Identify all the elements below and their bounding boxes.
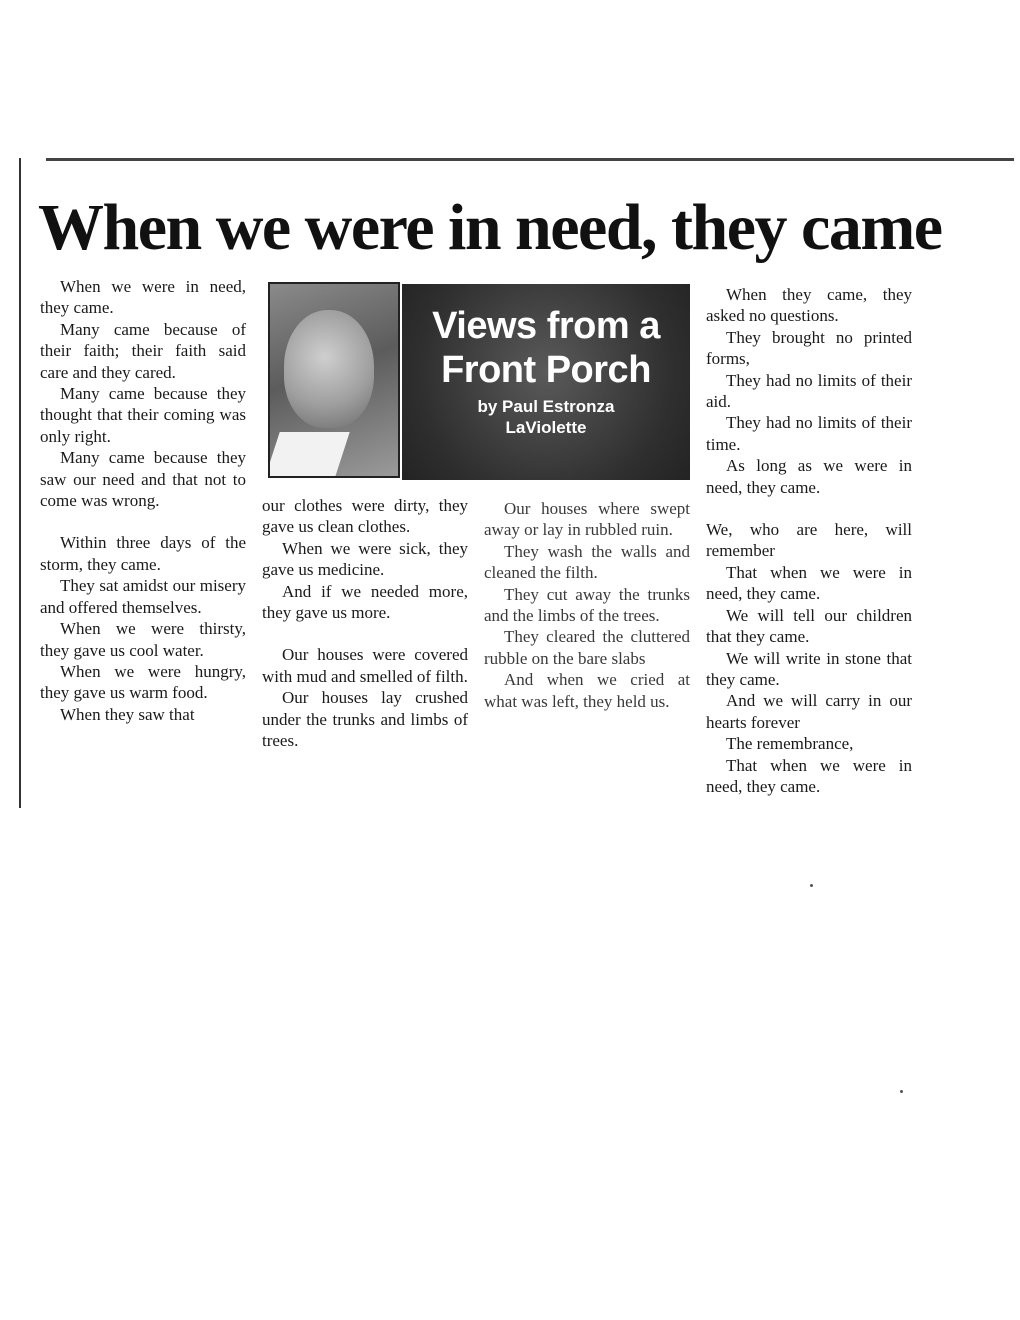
paragraph: Many came because they thought that their coming was only right.	[40, 384, 246, 446]
paragraph: The remembrance,	[726, 734, 854, 754]
banner-byline	[402, 396, 690, 438]
paragraph: When they saw that	[60, 704, 195, 724]
article-column-2	[262, 495, 468, 751]
article-column-1	[40, 276, 246, 725]
paragraph: They cleared the cluttered rubble on the bare slabs	[484, 627, 690, 668]
paragraph: When we were hungry, they gave us warm food.	[40, 661, 246, 703]
column-banner	[402, 284, 690, 480]
scan-speck	[810, 884, 813, 887]
paragraph: When we were sick, they gave us medicine.	[262, 538, 468, 580]
paragraph: Many came because they saw our need and that not to come was wrong.	[40, 448, 246, 511]
paragraph: Our houses where swept away or lay in rubbled ruin.	[484, 499, 690, 540]
banner-title	[402, 284, 690, 392]
paragraph: We will tell our children that they came.	[706, 605, 912, 647]
paragraph: Our houses lay crushed under the trunks and limbs of trees.	[262, 688, 468, 751]
paragraph: They had no limits of their time.	[706, 413, 912, 454]
paragraph: They sat amidst our misery and offered themselves.	[40, 576, 246, 617]
paragraph: That when we were in need, they came.	[706, 755, 912, 796]
headline: When we were in need, they came	[38, 191, 942, 264]
byline-line: LaViolette	[505, 418, 587, 437]
paragraph: When we were in need, they came.	[40, 277, 246, 318]
paragraph: When we were thirsty, they gave us cool water.	[40, 619, 246, 660]
author-photo	[268, 282, 400, 478]
article-column-4	[706, 284, 912, 797]
author-collar-shape	[268, 432, 350, 478]
article-column-3	[484, 498, 690, 712]
top-rule	[46, 158, 1014, 161]
banner-title-line: Front Porch	[441, 349, 651, 391]
paragraph: They cut away the trunks and the limbs of the trees.	[484, 584, 690, 626]
paragraph: And we will carry in our hearts forever	[706, 691, 912, 732]
scan-speck	[900, 1090, 903, 1093]
paragraph: When they came, they asked no questions.	[706, 285, 912, 326]
left-column-rule	[19, 158, 21, 808]
paragraph: That when we were in need, they came.	[706, 562, 912, 604]
paragraph: We, who are here, will remember	[706, 520, 912, 561]
byline-line: by Paul Estronza	[477, 397, 615, 416]
paragraph: They brought no printed forms,	[706, 327, 912, 369]
paragraph: And if we needed more, they gave us more.	[262, 581, 468, 623]
author-face-shape	[284, 310, 374, 428]
paragraph: They wash the walls and cleaned the filth.	[484, 541, 690, 583]
paragraph: Within three days of the storm, they came.	[40, 533, 246, 574]
paragraph: They had no limits of their aid.	[706, 370, 912, 412]
paragraph: And when we cried at what was left, they held us.	[484, 670, 690, 711]
paragraph: As long as we were in need, they came.	[706, 456, 912, 497]
paragraph: Many came because of their faith; their faith said care and they cared.	[40, 319, 246, 382]
paragraph: our clothes were dirty, they gave us clean clothes.	[262, 496, 468, 537]
paragraph: Our houses were covered with mud and smelled of filth.	[262, 645, 468, 686]
paragraph: We will write in stone that they came.	[706, 648, 912, 689]
banner-title-line: Views from a	[432, 305, 660, 347]
